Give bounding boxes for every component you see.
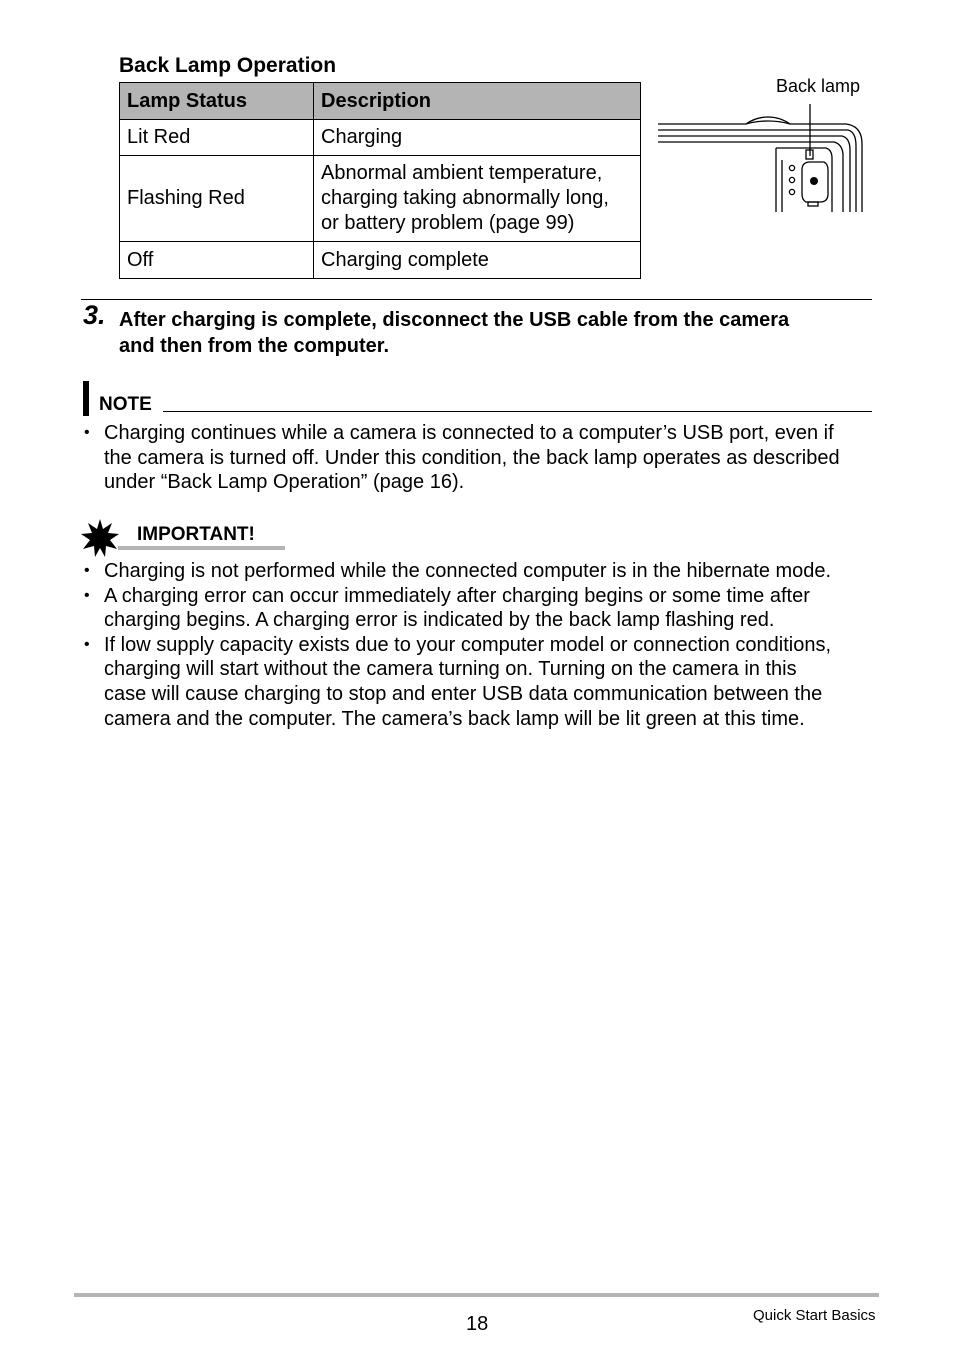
list-item-line: charging begins. A charging error is indicated by the back lamp flashing red.	[104, 609, 775, 632]
step-number: 3.	[83, 300, 106, 330]
description-line: charging taking abnormally long,	[321, 187, 609, 209]
list-item	[104, 559, 879, 584]
step-instruction-line: After charging is complete, disconnect the USB cable from the camera	[119, 309, 790, 331]
table-row	[120, 120, 641, 156]
lamp-status-cell: Lit Red	[120, 120, 314, 156]
column-header-lamp-status: Lamp Status	[120, 83, 314, 120]
list-item-line: the camera is turned off. Under this condition, the back lamp operates as described	[104, 446, 840, 469]
table-row	[120, 242, 641, 279]
back-lamp-callout-label: Back lamp	[776, 76, 861, 96]
note-list	[104, 421, 879, 495]
list-item-line: case will cause charging to stop and enter USB data communication between the	[104, 682, 823, 705]
list-item-line: • If low supply capacity exists due to your computer model or connection conditions,	[104, 633, 832, 656]
list-item	[104, 421, 879, 495]
important-rule	[118, 546, 285, 550]
description-line: or battery problem (page 99)	[321, 212, 575, 234]
list-item-line: • Charging is not performed while the connected computer is in the hibernate mode.	[104, 560, 832, 582]
list-item-line: under “Back Lamp Operation” (page 16).	[104, 471, 465, 494]
list-item-line: charging will start without the camera turning on. Turning on the camera in this	[104, 658, 797, 681]
description-cell	[314, 156, 641, 242]
note-rule	[163, 411, 872, 412]
table-header-row	[120, 83, 641, 120]
footer-rule	[74, 1293, 879, 1297]
table-row	[120, 156, 641, 242]
step-instruction-line: and then from the computer.	[119, 335, 390, 357]
step-instruction	[119, 307, 879, 359]
page-number: 18	[466, 1313, 489, 1335]
back-lamp-table	[119, 82, 641, 279]
lamp-status-cell: Off	[120, 242, 314, 279]
section-title: Back Lamp Operation	[119, 54, 337, 77]
description-cell: Charging complete	[314, 242, 641, 279]
column-header-description: Description	[314, 83, 641, 120]
list-item	[104, 633, 879, 731]
important-list	[104, 559, 879, 731]
list-item	[104, 584, 879, 633]
important-burst-icon	[81, 519, 119, 557]
list-item-line: • A charging error can occur immediately after charging begins or some time after	[104, 584, 810, 607]
step-divider	[81, 299, 872, 300]
list-item-line: camera and the computer. The camera’s back lamp will be lit green at this time.	[104, 707, 805, 730]
description-line: Abnormal ambient temperature,	[321, 162, 603, 184]
description-cell: Charging	[314, 120, 641, 156]
footer-section-name: Quick Start Basics	[753, 1307, 876, 1324]
important-heading: IMPORTANT!	[137, 524, 255, 545]
list-item-line: • Charging continues while a camera is connected to a computer’s USB port, even if	[104, 422, 834, 444]
lamp-status-cell: Flashing Red	[120, 156, 314, 242]
camera-back-illustration	[656, 104, 868, 216]
note-heading: NOTE	[99, 394, 152, 415]
note-marker	[83, 381, 89, 416]
